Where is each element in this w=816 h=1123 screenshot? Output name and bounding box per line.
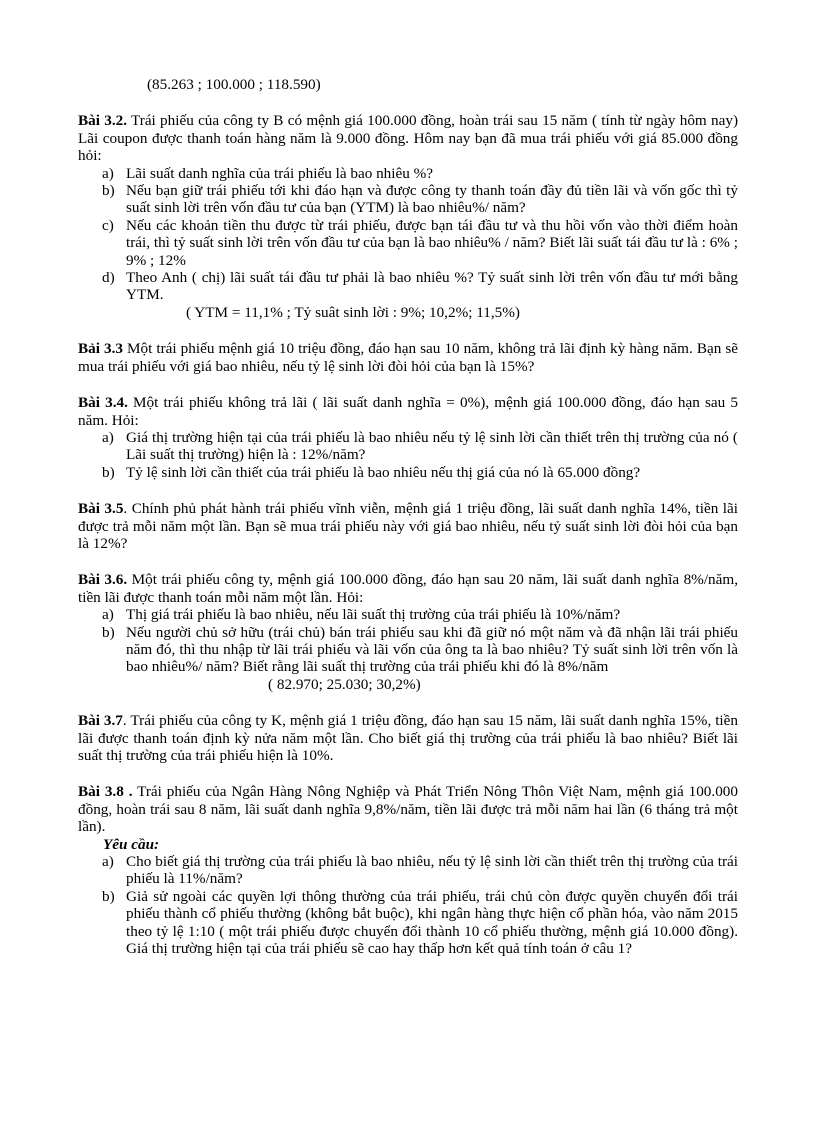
exercise-prompt [78, 500, 738, 552]
item-marker: a) [102, 164, 114, 182]
exercise-text: Trái phiếu của công ty B có mệnh giá 100.000 đồng, hoàn trái sau 15 năm ( tính từ ngày hôm nay) Lãi coupon được thanh toán hàng năm là 9.000 đồng. Hôm nay bạn đã mua trái phiếu với giá 85.000 đồng hỏi: [78, 112, 738, 165]
exercise-result: ( 82.970; 25.030; 30,2%) [268, 675, 421, 693]
exercise-text: . Chính phủ phát hành trái phiếu vĩnh viễn, mệnh giá 1 triệu đồng, lãi suất danh nghĩa 14%, tiền lãi được trả mỗi năm một lần. Bạn sẽ mua trái phiếu này với giá bao nhiêu, nếu tỷ suất sinh lời đòi hỏi của bạn là 12%? [78, 500, 738, 552]
exercise-3-8 [78, 783, 738, 957]
exercise-label: Bài 3.5 [78, 500, 124, 518]
item-text: Giá thị trường hiện tại của trái phiếu là bao nhiêu nếu tỷ lệ sinh lời cần thiết trên thị trường của nó ( Lãi suất thị trường) hiện là : 12%/năm? [126, 428, 738, 464]
exercise-label: Bài 3.2. [78, 112, 128, 130]
item-marker: a) [102, 428, 114, 446]
question-item [78, 624, 738, 676]
item-marker: d) [102, 269, 115, 287]
item-text: Theo Anh ( chị) lãi suất tái đầu tư phải là bao nhiêu %? Tỷ suất sinh lời trên vốn đầu tư mới bằng YTM. [126, 269, 738, 304]
exercise-prompt [78, 112, 738, 164]
question-list [78, 165, 738, 304]
exercise-3-4 [78, 394, 738, 481]
exercise-3-2 [78, 112, 738, 321]
question-item [78, 464, 738, 481]
exercise-3-7 [78, 712, 738, 764]
question-list [78, 606, 738, 676]
exercise-label: Bải 3.3 [78, 340, 123, 358]
question-item [78, 182, 738, 217]
exercise-text: Một trái phiếu mệnh giá 10 triệu đồng, đáo hạn sau 10 năm, không trả lãi định kỳ hàng năm. Bạn sẽ mua trái phiếu với giá bao nhiêu, nếu tỷ lệ sinh lời đòi hỏi của bạn là 15%? [78, 340, 738, 375]
item-text: Cho biết giá thị trường của trái phiếu là bao nhiêu, nếu tỷ lệ sinh lời cần thiết trên thị trường của trái phiếu là 11%/năm? [126, 853, 738, 888]
question-item [78, 269, 738, 304]
question-item [78, 853, 738, 888]
question-item [78, 165, 738, 182]
item-marker: b) [102, 182, 115, 200]
exercise-result: ( YTM = 11,1% ; Tỷ suât sinh lời : 9%; 10,2%; 11,5%) [186, 303, 520, 321]
question-item [78, 217, 738, 269]
exercise-prompt [78, 340, 738, 375]
item-text: Lãi suất danh nghĩa của trái phiếu là bao nhiêu %? [126, 164, 434, 182]
item-marker: b) [102, 623, 115, 641]
item-marker: c) [102, 216, 114, 234]
item-text: Nếu bạn giữ trái phiếu tới khi đáo hạn và được công ty thanh toán đầy đủ tiền lãi và vốn gốc thì tỷ suất sinh lời trên vốn đầu tư của bạn (YTM) là bao nhiêu%/ năm? [126, 182, 738, 217]
question-item [78, 429, 738, 464]
previous-answer-result: (85.263 ; 100.000 ; 118.590) [147, 76, 321, 93]
item-text: Giả sử ngoài các quyền lợi thông thường của trái phiếu, trái chủ còn được quyền chuyển đổi trái phiếu thành cổ phiếu thường (không bắt buộc), khi ngân hàng thực hiện cổ phần hóa, vào năm 2015 theo tỷ lệ 1:10 ( một trái phiếu được chuyển đổi thành 10 cổ phiếu thường, mệnh giá 10.000 đồng). Giá thị trường hiện tại của trái phiếu sẽ cao hay thấp hơn kết quả tính toán ở câu 1? [126, 887, 738, 958]
exercise-prompt [78, 571, 738, 606]
exercise-text: . Trái phiếu của công ty K, mệnh giá 1 triệu đồng, đáo hạn sau 15 năm, lãi suất danh nghĩa 15%, tiền lãi được thanh toán định kỳ nửa năm một lần. Cho biết giá thị trường của trái phiếu là bao nhiêu? Biết lãi suất thị trường của trái phiếu hiện là 10%. [78, 712, 738, 764]
item-marker: a) [102, 606, 114, 624]
question-item [78, 888, 738, 958]
item-text: Nếu các khoản tiền thu được từ trái phiếu, được bạn tái đầu tư và thu hồi vốn vào thời điểm hoàn trái, thì tỷ suất sinh lời trên vốn đầu tư của bạn là bao nhiêu% / năm? Biết lãi suất tái đầu tư là : 6% ; 9% ; 12% [126, 216, 738, 269]
exercise-label: Bài 3.7 [78, 712, 123, 730]
exercise-text: Một trái phiếu không trả lãi ( lãi suất danh nghĩa = 0%), mệnh giá 100.000 đồng, đáo hạn sau 5 năm. Hỏi: [78, 394, 738, 429]
document-content [78, 76, 738, 957]
item-text: Thị giá trái phiếu là bao nhiêu, nếu lãi suất thị trường của trái phiếu là 10%/năm? [126, 606, 621, 624]
exercise-prompt [78, 394, 738, 429]
item-marker: b) [102, 463, 115, 481]
exercise-text: Một trái phiếu công ty, mệnh giá 100.000 đồng, đáo hạn sau 20 năm, lãi suất danh nghĩa 8%/năm, tiền lãi được thanh toán mỗi năm một lần. Hỏi: [78, 571, 738, 606]
item-marker: b) [102, 887, 115, 905]
question-list [78, 429, 738, 481]
exercise-text: Trái phiếu của Ngân Hàng Nông Nghiệp và Phát Triển Nông Thôn Việt Nam, mệnh giá 100.000 đồng, hoàn trái sau 8 năm, lãi suất danh nghĩa 9,8%/năm, tiền lãi được trả mỗi năm hai lần (6 tháng trả một lần). [78, 783, 738, 836]
requirement-heading: Yêu cầu: [103, 835, 160, 853]
exercise-3-3 [78, 340, 738, 375]
item-text: Tỷ lệ sinh lời cần thiết của trái phiếu là bao nhiêu nếu thị giá của nó là 65.000 đồng? [126, 463, 641, 481]
exercise-label: Bài 3.8 . [78, 783, 133, 801]
exercise-3-5 [78, 500, 738, 552]
exercise-prompt [78, 712, 738, 764]
exercise-prompt [78, 783, 738, 835]
item-marker: a) [102, 853, 114, 871]
exercise-label: Bài 3.6. [78, 571, 128, 589]
question-item [78, 606, 738, 623]
exercise-label: Bài 3.4. [78, 394, 128, 412]
item-text: Nếu người chủ sở hữu (trái chủ) bán trái phiếu sau khi đã giữ nó một năm và đã nhận lãi trái phiếu năm đó, thì thu nhập từ lãi trái phiếu và lãi vốn của ông ta là bao nhiêu? Tỷ suất sinh lời trên vốn là bao nhiêu%/ năm? Biết rằng lãi suất thị trường của trái phiếu khi đó là 8%/năm [126, 623, 738, 676]
exercise-3-6 [78, 571, 738, 693]
question-list [78, 853, 738, 957]
